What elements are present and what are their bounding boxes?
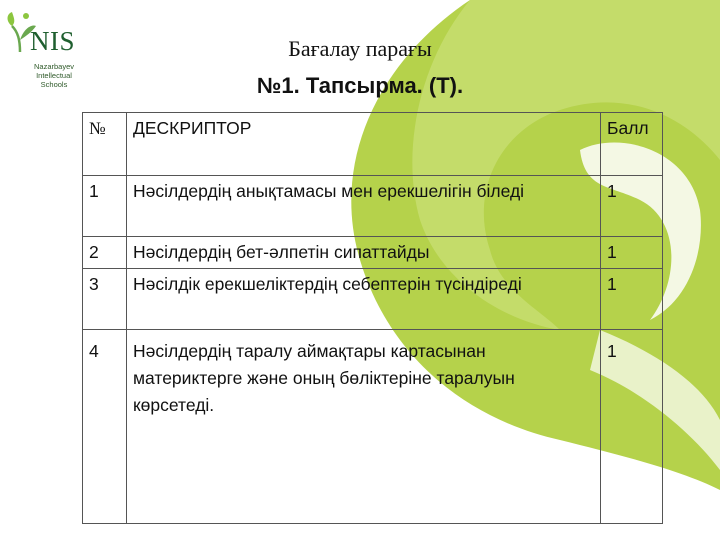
table-row [83, 269, 663, 330]
row-descriptor: Нәсілдердің анықтамасы мен ерекшелігін біледі [127, 176, 601, 237]
table-header-row [83, 113, 663, 176]
row-score: 1 [601, 269, 663, 330]
rubric-table [82, 112, 663, 524]
header-descriptor: ДЕСКРИПТОР [127, 113, 601, 176]
row-descriptor: Нәсілдік ерекшеліктердің себептерін түсіндіреді [127, 269, 601, 330]
logo-text: NIS [30, 26, 76, 56]
row-number: 4 [83, 330, 127, 524]
row-score: 1 [601, 176, 663, 237]
row-descriptor: Нәсілдердің таралу аймақтары картасынан материктерге және оның бөліктеріне таралуын көрсетеді. [127, 330, 601, 524]
row-number: 3 [83, 269, 127, 330]
logo-subtitle-line: Schools [40, 80, 68, 89]
row-descriptor: Нәсілдердің бет-әлпетін сипаттайды [127, 237, 601, 269]
table-row [83, 330, 663, 524]
page-title: Бағалау парағы [288, 36, 432, 61]
header-score: Балл [601, 113, 663, 176]
header-number: № [83, 113, 127, 176]
table-row [83, 176, 663, 237]
logo-subtitle-line: Intellectual [36, 71, 72, 80]
row-number: 1 [83, 176, 127, 237]
row-score: 1 [601, 330, 663, 524]
table-row [83, 237, 663, 269]
row-number: 2 [83, 237, 127, 269]
page-subtitle: №1. Тапсырма. (Т). [256, 73, 464, 98]
row-score: 1 [601, 237, 663, 269]
logo-subtitle-line: Nazarbayev [33, 62, 75, 71]
